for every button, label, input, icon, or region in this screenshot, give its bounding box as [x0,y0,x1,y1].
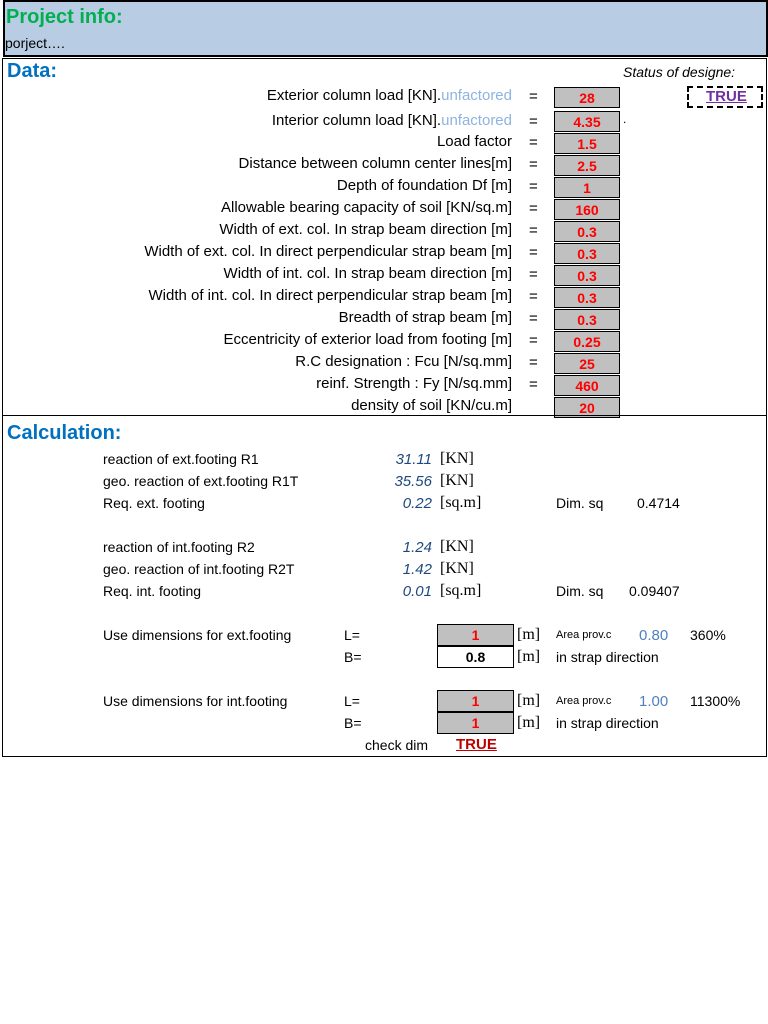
data-row-label: Allowable bearing capacity of soil [KN/sq.m] [221,199,512,216]
equals-sign: = [529,156,538,173]
equals-sign: = [529,200,538,217]
data-row-label: Width of ext. col. In strap beam direction [m] [219,221,512,238]
calc-label-r2: reaction of int.footing R2 [103,539,255,555]
data-row-label: Breadth of strap beam [m] [338,309,512,326]
equals-sign: = [529,376,538,393]
input-bearing-capacity[interactable]: 160 [554,199,620,220]
l-label: L= [344,627,360,643]
calc-value-r1: 31.11 [395,451,432,468]
calc-label-req-int: Req. int. footing [103,583,202,599]
input-eccentricity[interactable]: 0.25 [554,331,620,352]
dim-sq-value: 0.09407 [629,583,680,599]
dim-sq-label: Dim. sq [556,583,604,599]
equals-sign: = [529,266,538,283]
strap-direction-label: in strap direction [556,715,659,731]
dim-sq-value: 0.4714 [637,495,680,511]
data-row-label: Exterior column load [KN].unfactored [266,87,512,104]
equals-sign: = [529,178,538,195]
equals-sign: = [529,244,538,261]
input-interior-load[interactable]: 4.35 [554,111,620,132]
calc-label-r2t: geo. reaction of int.footing R2T [103,561,295,577]
data-row-label: Depth of foundation Df [m] [336,177,512,194]
input-ext-footing-breadth[interactable]: 0.8 [437,646,514,668]
use-int-label: Use dimensions for int.footing [103,693,288,709]
unit-m: [m] [517,692,541,709]
calc-value-req-ext: 0.22 [402,495,432,512]
equals-sign: = [529,354,538,371]
data-title: Data: [7,60,58,82]
input-int-col-width-strap[interactable]: 0.3 [554,265,620,286]
input-column-distance[interactable]: 2.5 [554,155,620,176]
input-soil-density[interactable]: 20 [554,397,620,418]
input-foundation-depth[interactable]: 1 [554,177,620,198]
equals-sign: = [529,113,538,130]
area-provided-value: 0.80 [639,627,669,644]
input-int-footing-length[interactable]: 1 [437,690,514,712]
input-exterior-load[interactable]: 28 [554,87,620,108]
check-dim-value: TRUE [456,736,497,753]
area-provided-value: 1.00 [639,693,669,710]
calc-unit: [KN] [440,472,474,489]
equals-sign: = [529,332,538,349]
data-row-label: reinf. Strength : Fy [N/sq.mm] [316,375,512,392]
dim-sq-label: Dim. sq [556,495,604,511]
area-provided-label: Area prov.c [556,695,612,707]
unit-m: [m] [517,714,541,731]
equals-sign: = [529,134,538,151]
calc-value-req-int: 0.01 [402,583,432,600]
calc-unit: [sq.m] [440,494,482,511]
calculation-title: Calculation: [7,422,122,444]
input-ext-col-width-strap[interactable]: 0.3 [554,221,620,242]
data-row-label: Width of int. col. In strap beam direction [m] [223,265,512,282]
data-row-label: R.C designation : Fcu [N/sq.mm] [295,353,512,370]
equals-sign: = [529,222,538,239]
data-row-label: Eccentricity of exterior load from footing [m] [223,331,512,348]
equals-sign: = [529,310,538,327]
check-dim-label: check dim [365,737,429,753]
calc-unit: [KN] [440,450,474,467]
equals-sign: = [529,288,538,305]
equals-sign: = [529,88,538,105]
input-fcu[interactable]: 25 [554,353,620,374]
unit-m: [m] [517,626,541,643]
b-label: B= [344,649,362,665]
calc-label-r1: reaction of ext.footing R1 [103,451,259,467]
input-int-footing-breadth[interactable]: 1 [437,712,514,734]
area-provided-label: Area prov.c [556,629,612,641]
input-ext-col-width-perp[interactable]: 0.3 [554,243,620,264]
use-ext-label: Use dimensions for ext.footing [103,627,292,643]
calc-unit: [KN] [440,538,474,555]
data-row-label: Width of ext. col. In direct perpendicular strap beam [m] [144,243,512,260]
data-row-label: Interior column load [KN].unfactored [271,112,512,129]
project-name-cell[interactable]: porject…. [5,35,65,51]
input-strap-breadth[interactable]: 0.3 [554,309,620,330]
input-load-factor[interactable]: 1.5 [554,133,620,154]
strap-direction-label: in strap direction [556,649,659,665]
area-percent: 11300% [690,693,741,709]
unit-m: [m] [517,648,541,665]
status-label: Status of designe: [623,64,736,80]
calc-unit: [KN] [440,560,474,577]
data-row-label: Load factor [436,133,512,150]
status-value[interactable]: TRUE [706,88,747,105]
calc-value-r2t: 1.42 [402,561,432,578]
calc-unit: [sq.m] [440,582,482,599]
input-fy[interactable]: 460 [554,375,620,396]
data-row-label: Width of int. col. In direct perpendicular strap beam [m] [148,287,512,304]
area-percent: 360% [690,627,726,643]
input-int-col-width-perp[interactable]: 0.3 [554,287,620,308]
b-label: B= [344,715,362,731]
input-ext-footing-length[interactable]: 1 [437,624,514,646]
calc-label-req-ext: Req. ext. footing [103,495,205,511]
project-info-title: Project info: [6,6,123,28]
stray-dot: . [623,112,627,126]
calc-value-r2: 1.24 [402,539,432,556]
data-row-label: density of soil [KN/cu.m] [351,397,512,414]
calc-value-r1t: 35.56 [394,473,432,490]
l-label: L= [344,693,360,709]
calc-label-r1t: geo. reaction of ext.footing R1T [103,473,299,489]
data-row-label: Distance between column center lines[m] [238,155,512,172]
